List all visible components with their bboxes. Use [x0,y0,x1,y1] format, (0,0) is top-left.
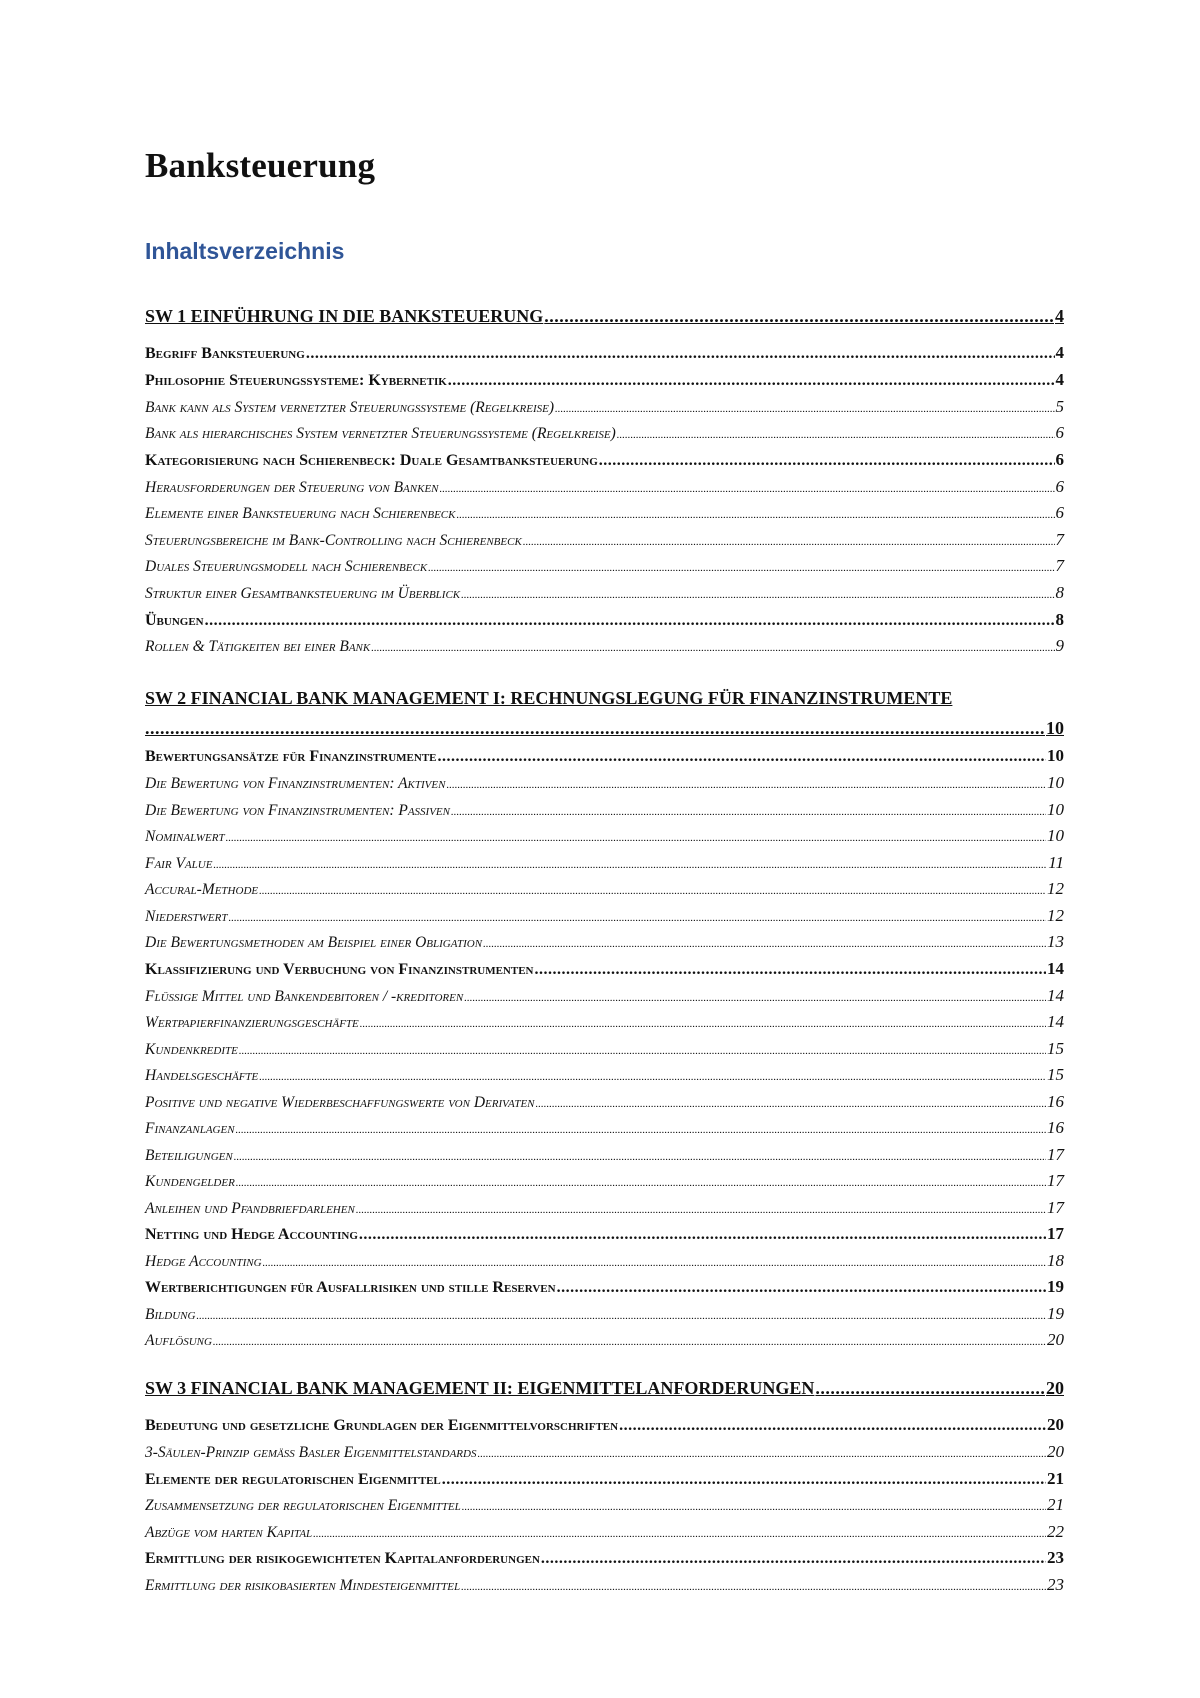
toc-page-number: 20 [1046,1378,1064,1398]
toc-page-number: 12 [1047,879,1064,898]
toc-entry-subsection[interactable] [145,583,1064,603]
toc-entry-title: Die Bewertung von Finanzinstrumenten: Passiven [145,802,450,819]
toc-entry-title: Rollen & Tätigkeiten bei einer Bank [145,638,371,655]
toc-entry-section[interactable] [145,1415,1064,1435]
toc-entry-title: Wertberichtigungen für Ausfallrisiken und stille Reserven [145,1279,556,1296]
toc-page-number: 15 [1047,1039,1064,1058]
toc-dot-leader [440,479,1055,497]
toc-entry-subsection[interactable] [145,800,1064,820]
toc-entry-title: Auflösung [145,1332,212,1349]
toc-dot-leader [213,855,1047,873]
toc-entry-subsection[interactable] [145,397,1064,417]
toc-entry-title: Klassifizierung und Verbuchung von Finanzinstrumenten [145,961,534,978]
toc-dot-leader [356,1200,1046,1218]
toc-page-number: 17 [1047,1171,1064,1190]
toc-dot-leader [544,306,1054,327]
toc-entry-title: Die Bewertungsmethoden am Beispiel einer Obligation [145,934,483,951]
toc-page-number: 16 [1047,1092,1064,1111]
toc-entry-subsection[interactable] [145,932,1064,952]
toc-entry-title: Steuerungsbereiche im Bank-Controlling nach Schierenbeck [145,532,522,549]
toc-dot-leader [461,585,1054,603]
toc-entry-title: SW 3 FINANCIAL BANK MANAGEMENT II: EIGENMITTELANFORDERUNGEN [145,1378,815,1398]
toc-dot-leader [536,1094,1047,1112]
toc-entry-title: Bedeutung und gesetzliche Grundlagen der Eigenmittelvorschriften [145,1417,619,1434]
toc-page-number: 14 [1047,959,1064,978]
toc-entry-subsection[interactable] [145,879,1064,899]
toc-entry-section[interactable] [145,450,1064,470]
toc-entry-subsection[interactable] [145,477,1064,497]
toc-entry-section[interactable] [145,1548,1064,1568]
toc-dot-leader [448,372,1055,390]
toc-entry-section[interactable] [145,1224,1064,1244]
toc-dot-leader [619,1417,1046,1435]
toc-page-number: 6 [1055,477,1064,496]
toc-dot-leader [371,638,1054,656]
toc-entry-section[interactable] [145,343,1064,363]
toc-entry-title: SW 1 EINFÜHRUNG IN DIE BANKSTEUERUNG [145,306,544,326]
toc-dot-leader [599,452,1055,470]
toc-entry-title: Bewertungsansätze für Finanzinstrumente [145,748,437,765]
toc-page-number: 19 [1047,1277,1064,1296]
toc-dot-leader [239,1041,1046,1059]
toc-entry-title: Begriff Banksteuerung [145,345,305,362]
toc-dot-leader [196,1306,1046,1324]
toc-page-number: 6 [1055,423,1064,442]
toc-dot-leader [360,1014,1046,1032]
toc-dot-leader [555,399,1054,417]
toc-page-number: 7 [1055,556,1064,575]
toc-dot-leader [306,345,1055,363]
toc-page-number: 4 [1055,343,1064,362]
toc-dot-leader [259,1067,1046,1085]
toc-dot-leader [442,1471,1046,1489]
toc-dot-leader [236,1173,1046,1191]
toc-entry-subsection[interactable] [145,1251,1064,1271]
toc-entry-section[interactable] [145,746,1064,766]
toc-page-number: 19 [1047,1304,1064,1323]
toc-page-number: 4 [1055,306,1064,326]
toc-entry-title: Duales Steuerungsmodell nach Schierenbeck [145,558,428,575]
toc-page-number: 10 [1047,773,1064,792]
toc-page-number: 14 [1047,986,1064,1005]
toc-page-number: 18 [1047,1251,1064,1270]
toc-entry-title: Netting und Hedge Accounting [145,1226,358,1243]
toc-entry-subsection[interactable] [145,503,1064,523]
toc-entry-subsection[interactable] [145,1065,1064,1085]
toc-entry-title: Handelsgeschäfte [145,1067,259,1084]
toc-page-number: 9 [1055,636,1064,655]
toc-entry-title: Ermittlung der risikobasierten Mindesteigenmittel [145,1577,461,1594]
toc-entry-title: Fair Value [145,855,213,872]
toc-entry-title: Die Bewertung von Finanzinstrumenten: Aktiven [145,775,446,792]
toc-dot-leader [462,1497,1046,1515]
toc-page-number: 10 [1047,800,1064,819]
toc-entry-subsection[interactable] [145,636,1064,656]
toc-dot-leader [483,934,1046,952]
toc-entry-subsection[interactable] [145,530,1064,550]
toc-page-number: 23 [1047,1575,1064,1594]
toc-dot-leader [523,532,1055,550]
toc-dot-leader [617,425,1055,443]
toc-entry-subsection[interactable] [145,826,1064,846]
toc-entry-title: Elemente einer Banksteuerung nach Schierenbeck [145,505,456,522]
toc-page-number: 16 [1047,1118,1064,1137]
toc-page-number: 13 [1047,932,1064,951]
toc-dot-leader [428,558,1054,576]
toc-entry-chapter[interactable] [145,1378,1064,1399]
toc-entry-title: Übungen [145,612,204,629]
toc-entry-chapter[interactable] [145,306,1064,327]
toc-page-number: 21 [1047,1495,1064,1514]
toc-page-number: 7 [1055,530,1064,549]
toc-entry-title: Niederstwert [145,908,228,925]
toc-heading: Inhaltsverzeichnis [145,238,345,264]
toc-page-number: 10 [1047,746,1064,765]
toc-page-number: 22 [1047,1522,1064,1541]
toc-entry-subsection[interactable] [145,1442,1064,1462]
toc-entry-subsection[interactable] [145,1092,1064,1112]
toc-entry-subsection[interactable] [145,853,1064,873]
toc-dot-leader [438,748,1047,766]
toc-entry-subsection[interactable] [145,1330,1064,1350]
toc-entry-subsection[interactable] [145,773,1064,793]
toc-dot-leader [263,1253,1046,1271]
toc-entry-title: Abzüge vom harten Kapital [145,1524,313,1541]
toc-entry-title: Kategorisierung nach Schierenbeck: Duale Gesamtbanksteuerung [145,452,598,469]
toc-entry-title: 3-Säulen-Prinzip gemäss Basler Eigenmittelstandards [145,1444,477,1461]
toc-entry-title: Bank kann als System vernetzter Steuerungssysteme (Regelkreise) [145,399,555,416]
toc-page-number: 10 [1046,718,1064,738]
toc-dot-leader [226,828,1046,846]
toc-entry-subsection[interactable] [145,1495,1064,1515]
toc-dot-leader [541,1550,1046,1568]
toc-entry-title: Finanzanlagen [145,1120,235,1137]
toc-entry-title: Flüssige Mittel und Bankendebitoren / -kreditoren [145,988,464,1005]
toc-dot-leader [213,1332,1046,1350]
toc-dot-leader [259,881,1046,899]
toc-page-number: 5 [1055,397,1064,416]
toc-entry-title: Zusammensetzung der regulatorischen Eigenmittel [145,1497,461,1514]
toc-dot-leader [477,1444,1046,1462]
toc-entry-title: Wertpapierfinanzierungsgeschäfte [145,1014,359,1031]
toc-page-number: 15 [1047,1065,1064,1084]
toc-entry-subsection[interactable] [145,1575,1064,1595]
toc-entry-subsection[interactable] [145,556,1064,576]
toc-entry-title: Positive und negative Wiederbeschaffungswerte von Derivaten [145,1094,535,1111]
toc-entry-title: Struktur einer Gesamtbanksteuerung im Überblick [145,585,461,602]
toc-page-number: 20 [1047,1330,1064,1349]
toc-page-number: 20 [1047,1415,1064,1434]
toc-page-number: 17 [1047,1224,1064,1243]
toc-entry-subsection[interactable] [145,1012,1064,1032]
toc-entry-section[interactable] [145,1277,1064,1297]
toc-entry-title: Bank als hierarchisches System vernetzter Steuerungssysteme (Regelkreise) [145,425,616,442]
toc-entry-title: Herausforderungen der Steuerung von Banken [145,479,439,496]
toc-entry-title: Bildung [145,1306,196,1323]
toc-entry-section[interactable] [145,1469,1064,1489]
toc-entry-title: Nominalwert [145,828,225,845]
toc-page-number: 21 [1047,1469,1064,1488]
toc-entry-title: Ermittlung der risikogewichteten Kapitalanforderungen [145,1550,540,1567]
toc-entry-subsection[interactable] [145,1522,1064,1542]
toc-entry-subsection[interactable] [145,906,1064,926]
toc-entry-chapter[interactable] [145,718,1064,739]
toc-entry-subsection[interactable] [145,1145,1064,1165]
toc-dot-leader [451,802,1046,820]
toc-dot-leader [359,1226,1046,1244]
toc-entry-section[interactable] [145,959,1064,979]
toc-entry-title: Accural-Methode [145,881,259,898]
toc-entry-subsection[interactable] [145,1304,1064,1324]
toc-chapter-title[interactable]: SW 2 FINANCIAL BANK MANAGEMENT I: RECHNUNGSLEGUNG FÜR FINANZINSTRUMENTE [145,688,953,708]
toc-entry-title: Hedge Accounting [145,1253,262,1270]
toc-page-number: 23 [1047,1548,1064,1567]
toc-page-number: 8 [1055,610,1064,629]
toc-entry-subsection[interactable] [145,1198,1064,1218]
toc-entry-title: Anleihen und Pfandbriefdarlehen [145,1200,355,1217]
toc-entry-section[interactable] [145,370,1064,390]
toc-dot-leader [446,775,1046,793]
toc-page-number: 11 [1048,853,1064,872]
toc-entry-title: Beteiligungen [145,1147,233,1164]
toc-entry-title: Kundengelder [145,1173,235,1190]
toc-entry-subsection[interactable] [145,1039,1064,1059]
toc-page-number: 6 [1055,450,1064,469]
toc-page-number: 14 [1047,1012,1064,1031]
document-title: Banksteuerung [145,146,376,185]
toc-dot-leader [236,1120,1046,1138]
toc-page-number: 20 [1047,1442,1064,1461]
toc-entry-subsection[interactable] [145,1118,1064,1138]
toc-dot-leader [534,961,1046,979]
toc-dot-leader [557,1279,1046,1297]
toc-dot-leader [234,1147,1046,1165]
toc-page-number: 6 [1055,503,1064,522]
toc-page-number: 17 [1047,1198,1064,1217]
toc-page-number: 17 [1047,1145,1064,1164]
toc-entry-subsection[interactable] [145,986,1064,1006]
toc-page-number: 4 [1055,370,1064,389]
toc-entry-title: Elemente der regulatorischen Eigenmittel [145,1471,441,1488]
toc-entry-subsection[interactable] [145,423,1064,443]
toc-entry-title: Philosophie Steuerungssysteme: Kybernetik [145,372,447,389]
toc-dot-leader [456,505,1054,523]
toc-page-number: 8 [1055,583,1064,602]
toc-page-number: 12 [1047,906,1064,925]
toc-entry-subsection[interactable] [145,1171,1064,1191]
toc-dot-leader [205,612,1055,630]
toc-page-number: 10 [1047,826,1064,845]
toc-dot-leader [461,1577,1046,1595]
toc-dot-leader [228,908,1046,926]
toc-entry-section[interactable] [145,610,1064,630]
toc-dot-leader [815,1378,1045,1399]
toc-entry-title: Kundenkredite [145,1041,238,1058]
toc-dot-leader [464,988,1046,1006]
toc-dot-leader [313,1524,1046,1542]
toc-dot-leader [145,718,1045,739]
